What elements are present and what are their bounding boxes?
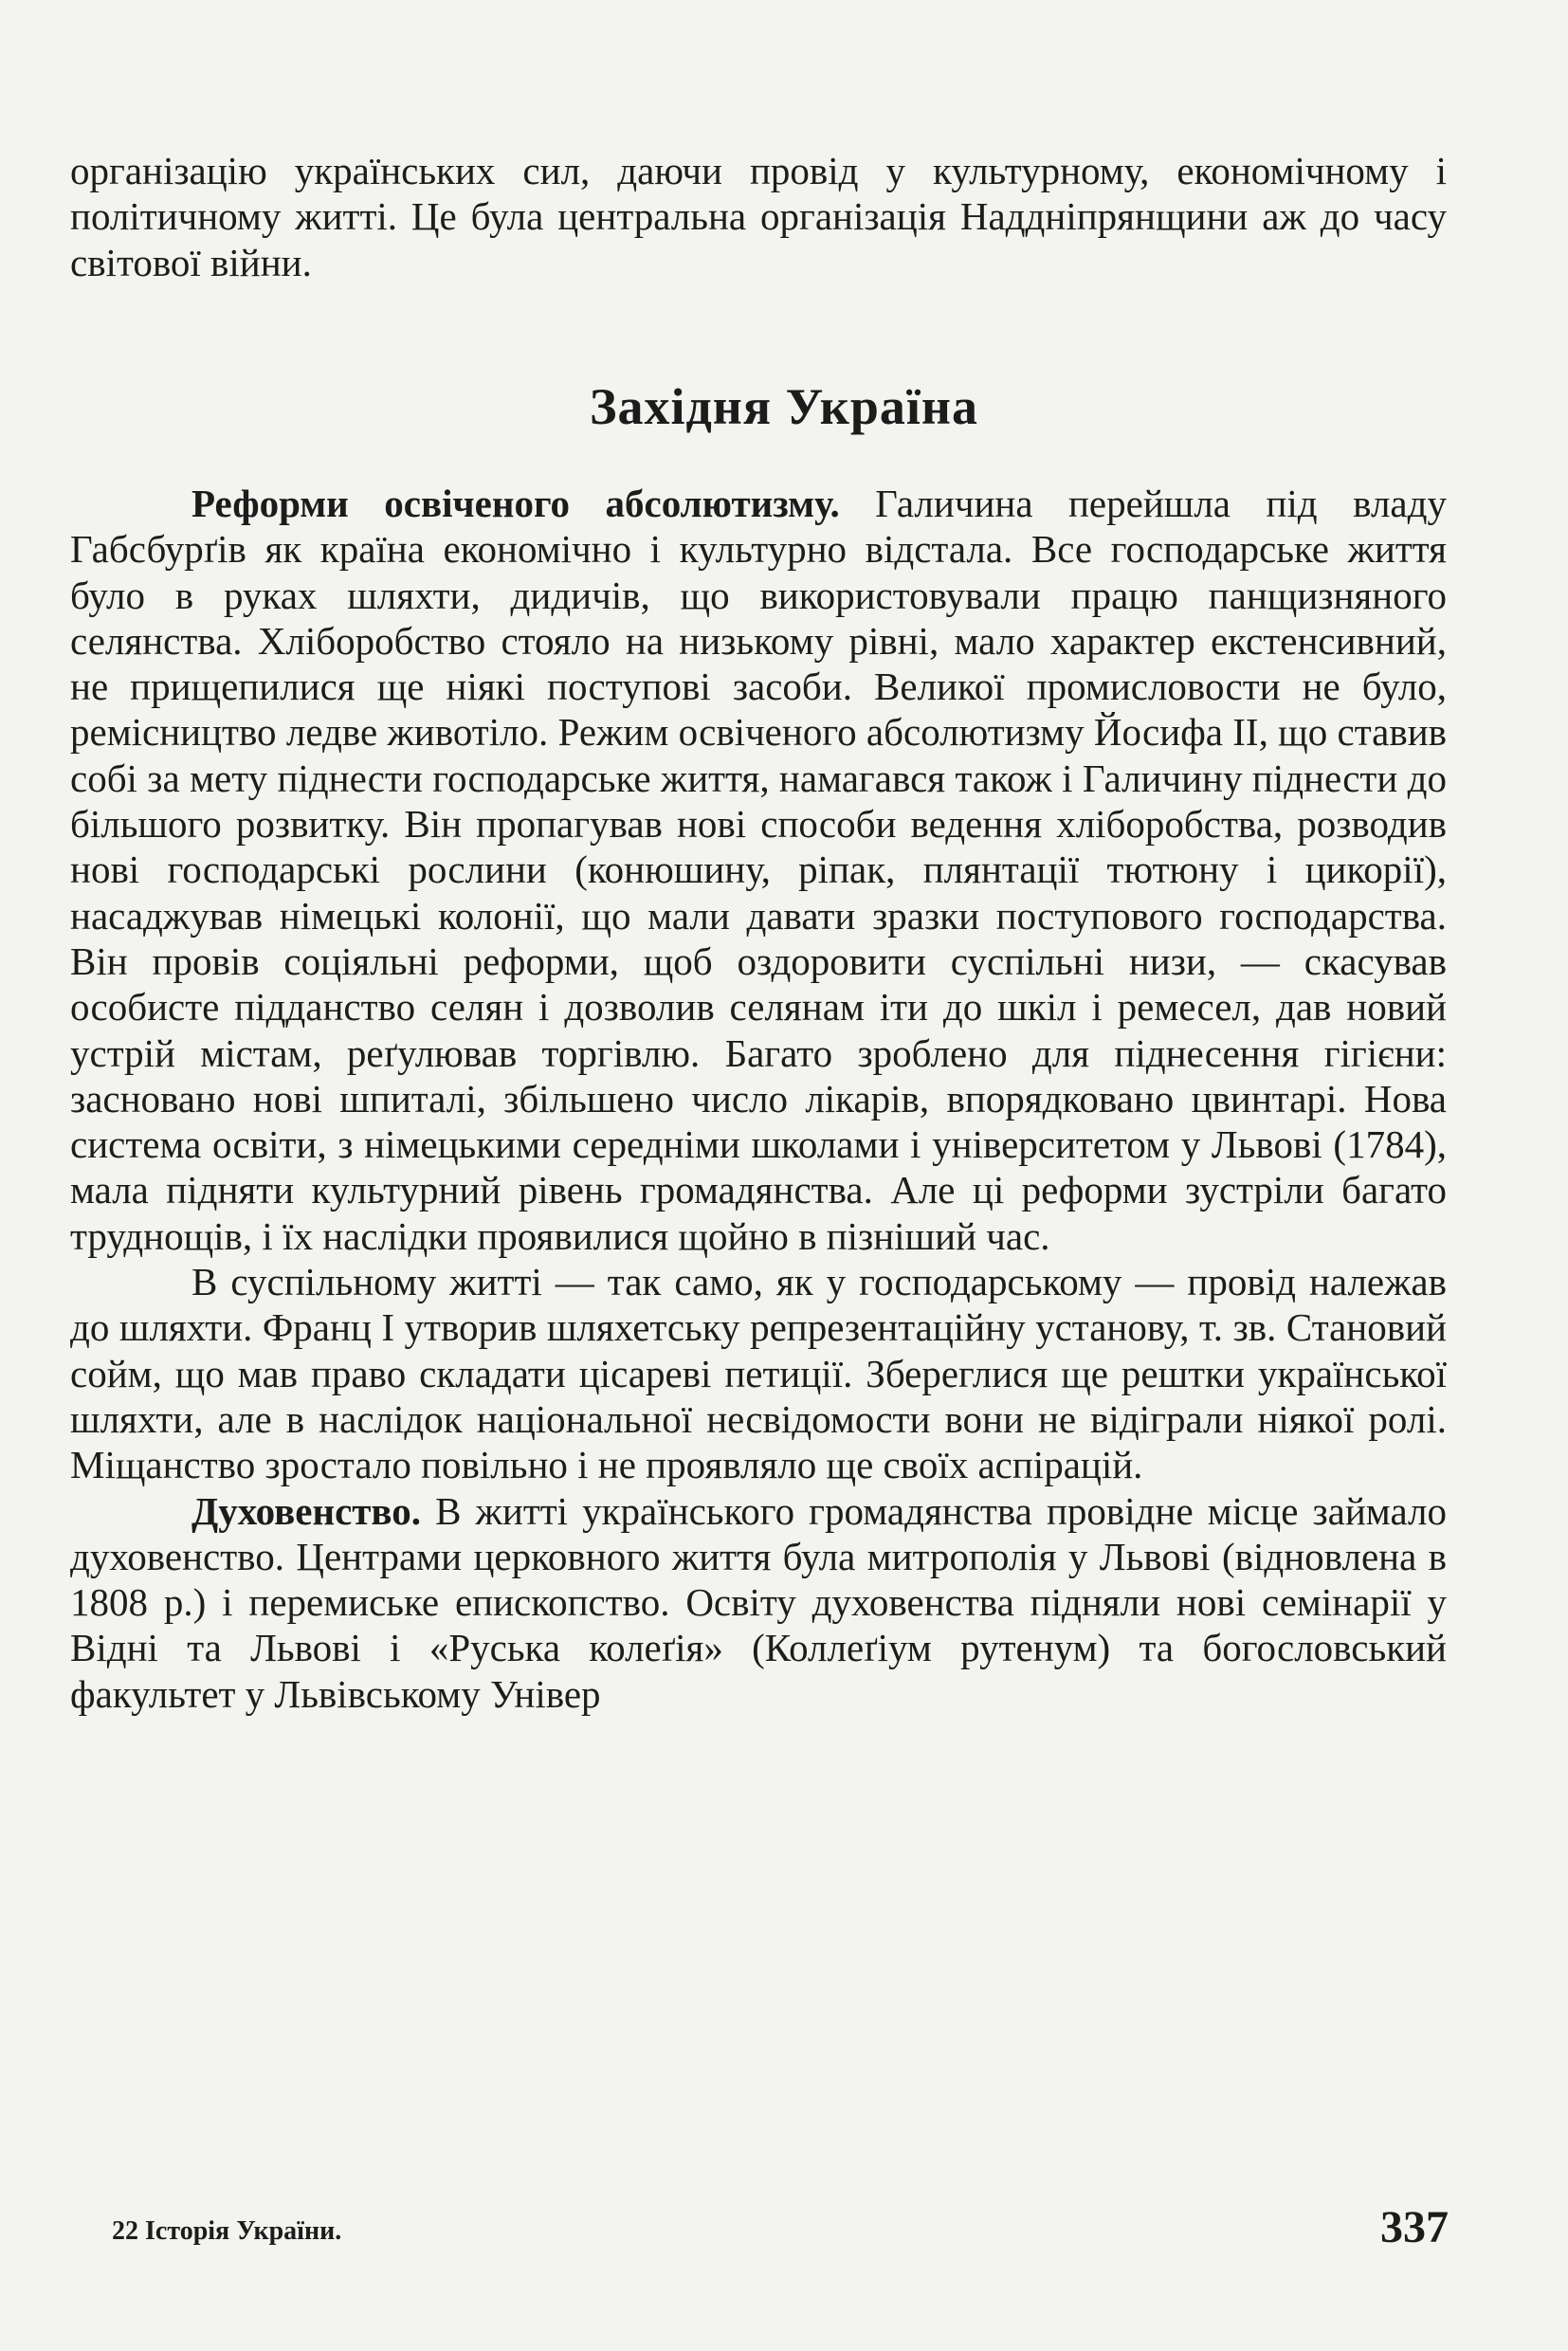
section-title: Західня Україна [589,378,979,435]
paragraph-text: організацію українських сил, даючи провід у культурному, економічному і політичному житті. Це була центральна організація Наддніпрянщини аж до часу світової війни. [70,149,1447,284]
paragraph-lead: Духовенство. [191,1488,422,1533]
intro-paragraph [70,148,1447,285]
section-body [70,481,1447,1717]
page-number: 337 [1380,2202,1449,2252]
paragraph-lead: Реформи освіченого абсолютизму. [191,482,840,525]
paragraph-clergy [70,1488,1447,1717]
paragraph-reforms [70,481,1447,1259]
footer-signature: 22 Історія України. [112,2216,342,2246]
paragraph-text: В житті українського громадянства провідне місце займало духовенство. Центрами церковного життя була митрополія у Львові (відновлена в 1808 р.) і перемиське епископство. Освіту духовенства підняли нові семінарії у Відні та Львові і «Руська колеґія» (Коллеґіум рутенум) та богословський факультет у Львівському Універ [70,1488,1447,1716]
paragraph-text: В суспільному житті — так само, як у господарському — провід належав до шляхти. Франц І утворив шляхетську репрезентаційну установу, т. зв. Становий сойм, що мав право складати цісареві петиції. Збереглися ще рештки української шляхти, але в наслідок національної несвідомости вони не відіграли ніякої ролі. Міщанство зростало повільно і не проявляло ще своїх аспірацій. [70,1260,1447,1487]
paragraph-social-life [70,1259,1447,1487]
paragraph-text: Галичина перейшла під владу Габсбурґів як країна економічно і культурно відстала. Все господарське життя було в руках шляхти, дидичів, що використовували працю панщизняного селянства. Хліборобство стояло на низькому рівні, мало характер екстенсивний, не прищепилися ще ніякі поступові засоби. Великої промисловости не було, ремісництво ледве животіло. Режим освіченого абсолютизму Йосифа ІІ, що ставив собі за мету піднести господарське життя, намагався також і Галичину піднести до більшого розвитку. Він пропагував нові способи ведення хліборобства, розводив нові господарські рослини (конюшину, ріпак, плянтації тютюну і цикорії), насаджував німецькі колонії, що мали давати зразки поступового господарства. Він провів соціяльні реформи, щоб оздоровити суспільні низи, — скасував особисте підданство селян і дозволив селянам іти до шкіл і ремесел, дав новий устрій містам, реґулював торгівлю. Багато зроблено для піднесення гігієни: засновано нові шпиталі, збільшено число лікарів, впорядковано цвинтарі. Нова система освіти, з німецькими середніми школами і університетом у Львові (1784), мала підняти культурний рівень громадянства. Але ці реформи зустріли багато труднощів, і їх наслідки проявилися щойно в пізніший час. [70,482,1447,1258]
